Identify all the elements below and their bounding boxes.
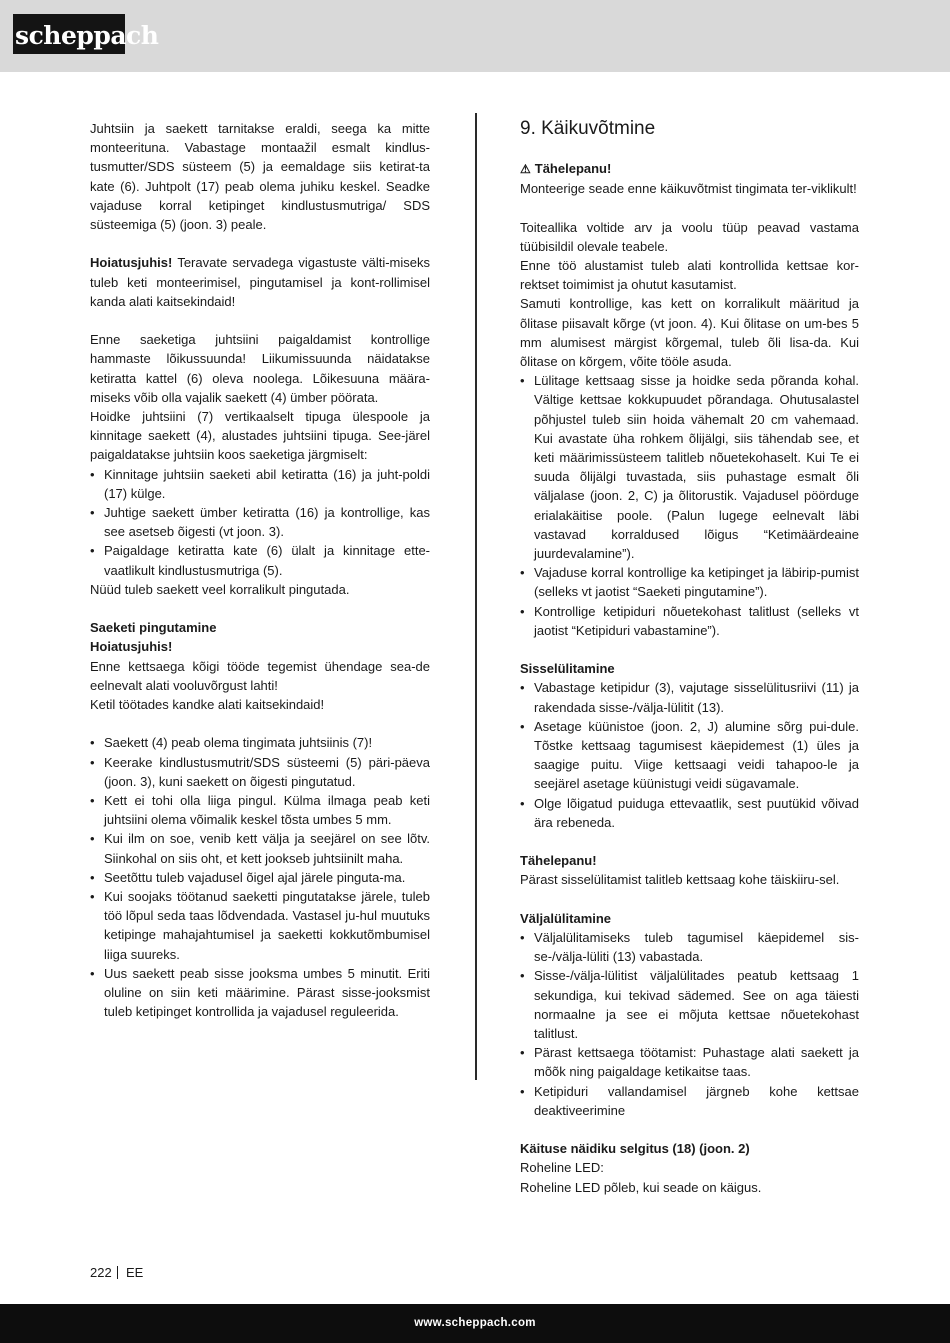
list-item: • Kui ilm on soe, venib kett välja ja seejärel on see lõtv. Siinkohal on siis oht, et kett jookseb juhtsiinilt maha.: [90, 829, 430, 867]
list-item: • Olge lõigatud puiduga ettevaatlik, sest puutükid võivad ära rebeneda.: [520, 794, 859, 832]
list-item: • Paigaldage ketiratta kate (6) ülalt ja kinnitage ette-vaatlikult kindlustusmutriga (5).: [90, 541, 430, 579]
attention-label: Tähelepanu!: [534, 161, 612, 176]
list-item: • Kui soojaks töötanud saeketti pingutatakse järele, tuleb töö lõpul seda taas lõdvendada. Vastasel ju-hul muutuks ketipinge mahajahtumisel ja saeketti kokkutõmbumisel liiga suureks.: [90, 887, 430, 964]
attention-heading: [520, 159, 859, 179]
power-paragraph: Toiteallika voltide arv ja voolu tüüp peavad vastama tüübisildil olevale teabele.: [520, 219, 859, 254]
list-item: • Seetõttu tuleb vajadusel õigel ajal järele pinguta-ma.: [90, 868, 430, 887]
column-divider: [475, 113, 477, 1080]
brand-logo: scheppach: [13, 14, 125, 54]
attention2-heading: Tähelepanu!: [520, 853, 597, 869]
warning-text: Teravate servadega vigastuste välti-miseks tuleb keti monteerimisel, pingutamisel ja kont-rollimisel kanda alati kaitsekindaid!: [90, 255, 430, 309]
switch-on-list: [520, 678, 859, 832]
footer-bar: [0, 1304, 950, 1343]
website-link[interactable]: www.scheppach.com: [414, 1317, 536, 1329]
header-bar: [0, 0, 950, 72]
tension-warning-text-1: Enne kettsaega kõigi tööde tegemist ühendage sea-de eelnevalt alati vooluvõrgust lahti!: [90, 658, 430, 693]
attention-text: Monteerige seade enne käikuvõtmist tingimata ter-viklikult!: [520, 181, 857, 197]
list-item: • Kontrollige ketipiduri nõuetekohast talitlust (selleks vt jaotist “Ketipiduri vabastamine”).: [520, 602, 859, 640]
list-item: • Pärast kettsaega töötamist: Puhastage alati saekett ja mõõk ning paigaldage ketikaitse taas.: [520, 1043, 859, 1081]
list-item: • Sisse-/välja-lülitist väljalülitades peatub kettsaag 1 sekundiga, kui tekivad sädemed. See on aga täiesti normaalne ja see ei mõjuta kettsae nõuetekohast talitlust.: [520, 966, 859, 1043]
right-column: [520, 119, 859, 1197]
language-code: EE: [126, 1265, 144, 1280]
cutting-direction-paragraph: Enne saeketiga juhtsiini paigaldamist kontrollige hammaste lõikussuunda! Liikumissuunda näidatakse ketiratta kattel (6) oleva noolega. Lõikesuuna määra-miseks võib olla vajalik saekett (4) ümber pöörata.: [90, 332, 430, 405]
switch-on-heading: Sisselülitamine: [520, 661, 615, 677]
check-paragraph: Enne töö alustamist tuleb alati kontrollida kettsae kor-rektset toimimist ja ohutut kasutamist.: [520, 258, 859, 293]
list-item: • Väljalülitamiseks tuleb tagumisel käepidemel sis-se-/välja-lüliti (13) vabastada.: [520, 928, 859, 966]
warning-paragraph: [90, 253, 430, 311]
list-item: • Kinnitage juhtsiin saeketi abil ketiratta (16) ja juht-poldi (17) külge.: [90, 465, 430, 503]
list-item: • Lülitage kettsaag sisse ja hoidke seda põranda kohal. Vältige kettsae kokkupuudet põrandaga. Ohutusalastel põhjustel tuleb siin hoida vähemalt 20 cm vahemaad. Kui avastate üha rohkem õlijälgi, siis tähendab see, et keti määrimissüsteem talitleb nõuetekohaselt. Kui Te ei suuda õlijälgi tuvastada, siis puhastage esmalt õli väljalase (joon. 2, C) ja õlitorustik. Vajadusel pöörduge erialakäitise poole. (Palun lugege eelnevalt läbi vastavad korraldused lõigus “Ketimäärdeaine juurdevalamine”).: [520, 371, 859, 563]
tension-steps-list: [90, 733, 430, 1021]
list-item: • Vabastage ketipidur (3), vajutage sisselülitusriivi (11) ja rakendada sisse-/välja-lülitit (13).: [520, 678, 859, 716]
list-item: • Asetage küünistoe (joon. 2, J) alumine sõrg pui-dule. Tõstke kettsaag tagumisest käepidemest (1) üles ja saagige puitu. Viige kettsaagi veidi tahapoo-le ja seejärel asetage küünistugi veidi sügavamale.: [520, 717, 859, 794]
left-column: [90, 119, 430, 1021]
attention2-text: Pärast sisselülitamist talitleb kettsaag kohe täiskiiru-sel.: [520, 872, 840, 888]
list-item: • Uus saekett peab sisse jooksma umbes 5 minutit. Eriti oluline on siin keti määrimine. Pärast sisse-jooksmist tuleb ketipinget kontrollida ja vajadusel reguleerida.: [90, 964, 430, 1022]
section-title: 9. Käikuvõtmine: [520, 118, 656, 139]
page-footer: [90, 1265, 143, 1281]
intro-paragraph: Juhtsiin ja saekett tarnitakse eraldi, seega ka mitte monteerituna. Vabastage montaažil esmalt kindlus-tusmutter/SDS süsteem (5) ja eemaldage siis ketirat-ta kate (6). Juhtpolt (17) peab olema juhiku keskel. Seadke vajaduse korral ketipinget kindlustusmutriga/ SDS süsteemiga (5) (joon. 3) peale.: [90, 121, 430, 233]
display-line-1: Roheline LED:: [520, 1160, 604, 1176]
mounting-steps-list: [90, 465, 430, 580]
list-item: • Keerake kindlustusmutrit/SDS süsteemi (5) päri-päeva (joon. 3), kuni saekett on õigesti pingutatud.: [90, 753, 430, 791]
tension-warning-label: Hoiatusjuhis!: [90, 639, 173, 655]
list-item: • Vajaduse korral kontrollige ka ketipinget ja läbirip-pumist (selleks vt jaotist “Saeketi pingutamine”).: [520, 563, 859, 601]
tension-note: Nüüd tuleb saekett veel korralikult pingutada.: [90, 581, 350, 597]
footer-separator: [117, 1266, 118, 1279]
page-number: 222: [90, 1265, 112, 1280]
display-heading: Käituse näidiku selgitus (18) (joon. 2): [520, 1141, 750, 1157]
tension-warning-text-2: Ketil töötades kandke alati kaitsekindaid!: [90, 697, 325, 713]
startup-checks-list: [520, 371, 859, 640]
warning-triangle-icon: ⚠: [520, 162, 531, 176]
list-item: • Saekett (4) peab olema tingimata juhtsiinis (7)!: [90, 733, 430, 752]
list-item: • Juhtige saekett ümber ketiratta (16) ja kontrollige, kas see asetseb õigesti (vt joon. 3).: [90, 503, 430, 541]
warning-label: Hoiatusjuhis!: [90, 255, 173, 271]
switch-off-heading: Väljalülitamine: [520, 910, 612, 926]
oil-paragraph: Samuti kontrollige, kas kett on korralikult määritud ja õlitase piisavalt kõrge (vt joon. 4). Kui õlitase on um-bes 5 mm alumisest märgist kõrgemal, tuleb õli lisa-da. Kui õlitase on kõrgem, võite tööle asuda.: [520, 296, 859, 370]
display-line-2: Roheline LED põleb, kui seade on käigus.: [520, 1179, 762, 1195]
list-item: • Ketipiduri vallandamisel järgneb kohe kettsae deaktiveerimine: [520, 1082, 859, 1120]
tension-heading: Saeketi pingutamine: [90, 620, 217, 636]
mounting-paragraph: Hoidke juhtsiini (7) vertikaalselt tipuga ülespoole ja kinnitage saekett (4), alustades juhtsiini tipuga. See-järel paigaldatakse juhtsiin koos saeketiga järgmiselt:: [90, 409, 430, 463]
list-item: • Kett ei tohi olla liiga pingul. Külma ilmaga peab keti juhtsiini olema võimalik keskel tõsta umbes 5 mm.: [90, 791, 430, 829]
switch-off-list: [520, 928, 859, 1120]
